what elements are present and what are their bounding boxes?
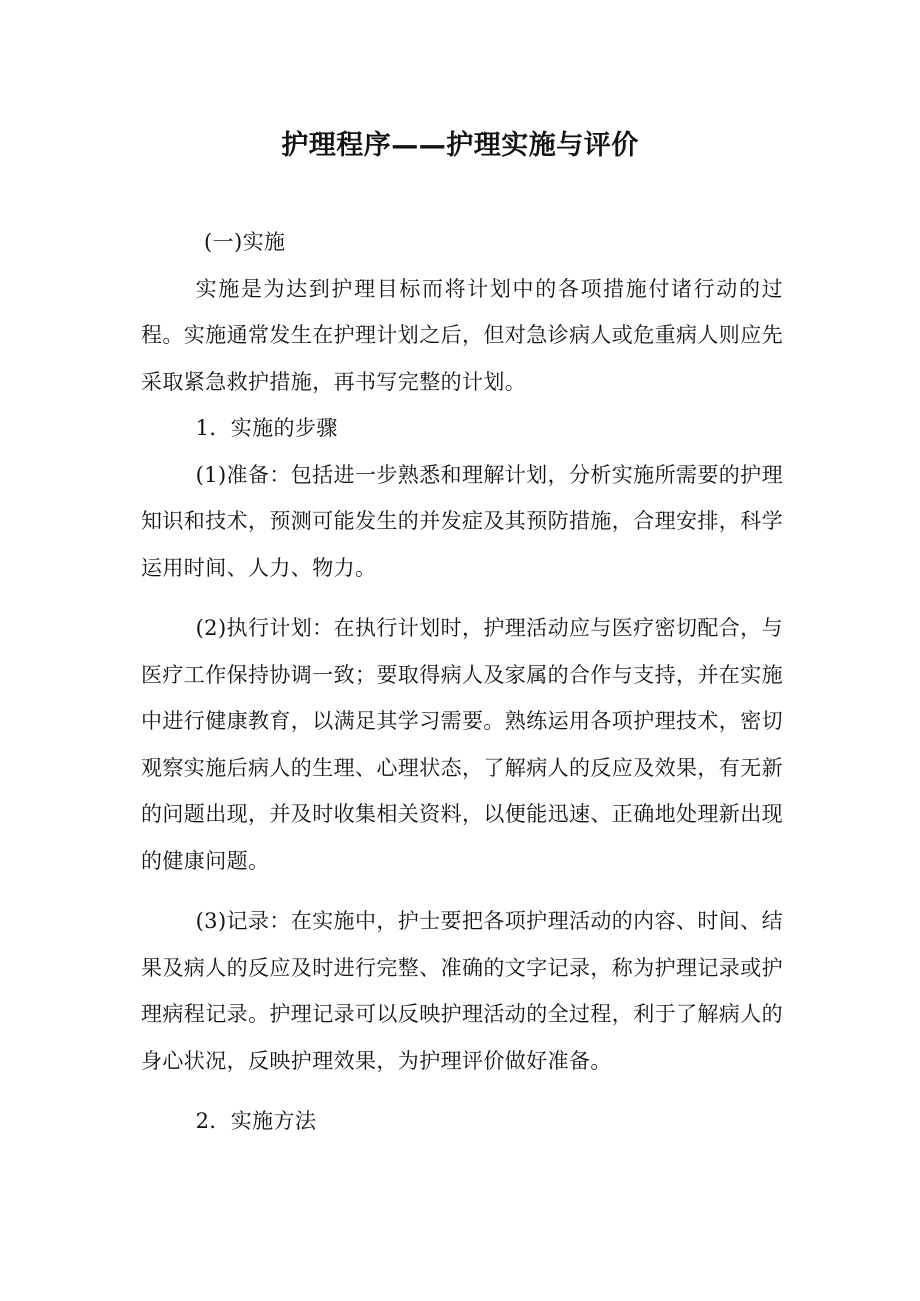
intro-paragraph: 实施是为达到护理目标而将计划中的各项措施付诸行动的过程。实施通常发生在护理计划之后，但对急诊病人或危重病人则应先采取紧急救护措施，再书写完整的计划。 — [141, 276, 783, 394]
sub-heading-steps: 1．实施的步骤 — [195, 416, 338, 440]
step-record-paragraph: (3)记录：在实施中，护士要把各项护理活动的内容、时间、结果及病人的反应及时进行完整、准确的文字记录，称为护理记录或护理病程记录。护理记录可以反映护理活动的全过程，利于了解病人的身心状况，反映护理效果，为护理评价做好准备。 — [141, 909, 783, 1073]
step-preparation-paragraph: (1)准备：包括进一步熟悉和理解计划，分析实施所需要的护理知识和技术，预测可能发生的并发症及其预防措施，合理安排，科学运用时间、人力、物力。 — [141, 462, 783, 580]
section-heading-implementation: (一)实施 — [204, 230, 286, 254]
sub-heading-methods: 2．实施方法 — [195, 1109, 317, 1133]
step-execution-paragraph: (2)执行计划：在执行计划时，护理活动应与医疗密切配合，与医疗工作保持协调一致；要取得病人及家属的合作与支持，并在实施中进行健康教育，以满足其学习需要。熟练运用各项护理技术，密切观察实施后病人的生理、心理状态，了解病人的反应及效果，有无新的问题出现，并及时收集相关资料，以便能迅速、正确地处理新出现的健康问题。 — [141, 616, 783, 873]
document-title: 护理程序——护理实施与评价 — [281, 130, 639, 161]
document-body — [141, 219, 783, 1145]
